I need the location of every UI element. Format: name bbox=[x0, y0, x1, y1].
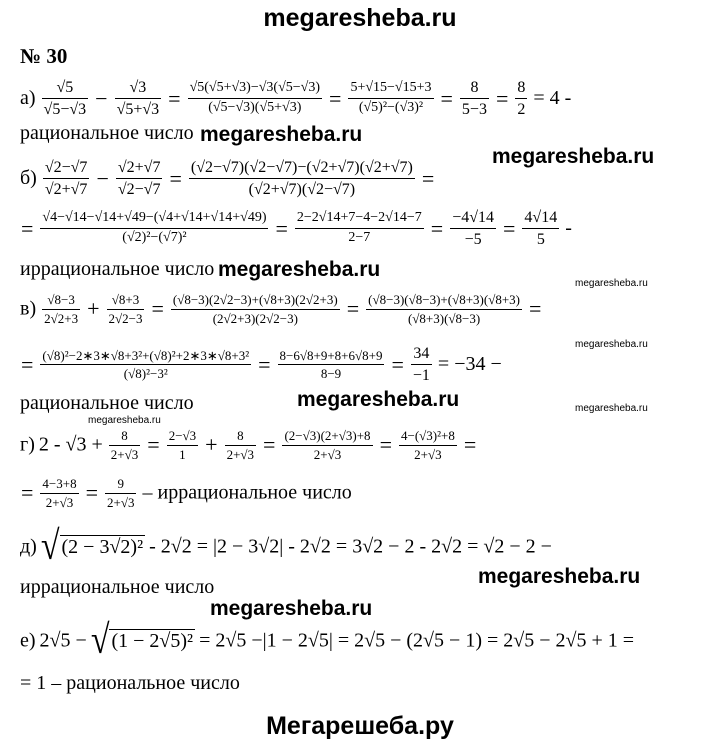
watermark: megaresheba.ru bbox=[492, 145, 655, 168]
site-header: megaresheba.ru bbox=[263, 4, 457, 32]
watermark: megaresheba.ru bbox=[297, 388, 460, 411]
fraction: $\frac{√8+3}{2√2-3}$ bbox=[108, 292, 143, 326]
conclusion: рациональное число bbox=[20, 122, 194, 144]
fraction: $\frac{(√2-√7)(√2-√7)-(√2+√7)(√2+√7)}{(√2+√7)(√2-√7)}$ bbox=[190, 159, 413, 199]
watermark: megaresheba.ru bbox=[210, 597, 373, 620]
part-b-line1: б) $\frac{√2-√7}{√2+√7}$ − $\frac{√2+√7}{√2-√7}$ = $\frac{(√2-√7)(√2-√7)-(√2+√7)(√2+√7)}{(√2+√7)(√2-√7)}$ = bbox=[20, 159, 435, 199]
conclusion: = 1 – рациональное число bbox=[20, 672, 240, 694]
fraction: $\frac{2-√3}{1}$ bbox=[168, 428, 197, 462]
part-label: д) bbox=[20, 535, 37, 558]
part-g-line1: г) 2 - √3 + $\frac{8}{2+√3}$ = $\frac{2-√3}{1}$ + $\frac{8}{2+√3}$ = $\frac{(2-√3)(2+√3)+8}{2+√3}$ = $\frac{\text{4−(√3)²+8}}{2+√3}$ = bbox=[20, 428, 477, 462]
fraction: $\frac{8}{2}$ bbox=[517, 79, 526, 119]
part-label: а) bbox=[20, 87, 36, 110]
fraction: $\frac{(√8-3)(√8-3)+(√8+3)(√8+3)}{(√8+3)(√8-3)}$ bbox=[368, 292, 520, 326]
fraction: $\frac{\text{4−(√3)²+8}}{2+√3}$ bbox=[400, 428, 455, 462]
fraction: $\frac{2-2√14+7-4-2√14-7}{2-7}$ bbox=[296, 210, 422, 246]
watermark: megaresheba.ru bbox=[478, 565, 641, 588]
part-v-line1: в) $\frac{√8-3}{2√2+3}$ + $\frac{√8+3}{2√2-3}$ = $\frac{(√8-3)(2√2-3)+(√8+3)(2√2+3)}{(2√2+3)(2√2-3)}$ = $\frac{(√8-3)(√8-3)+(√8+3)(√8+3)}{(√8+3)(√8-3)}$ = bbox=[20, 292, 542, 326]
watermark: megaresheba.ru bbox=[200, 123, 363, 146]
fraction: $\frac{8}{2+√3}$ bbox=[226, 428, 255, 462]
fraction: $\frac{√2-√7}{√2+√7}$ bbox=[44, 159, 88, 199]
fraction: $\frac{5+√15-√15+3}{\text{(√5)²−(√3)²}}$ bbox=[350, 80, 432, 116]
fraction: $\frac{√5(√5+√3)-√3(√5-√3)}{(√5-√3)(√5+√3)}$ bbox=[189, 80, 321, 116]
watermark: megaresheba.ru bbox=[575, 403, 648, 414]
part-g-line2: = $\frac{4-3+8}{2+√3}$ = $\frac{9}{2+√3}$ – иррациональное число bbox=[21, 476, 352, 510]
conclusion: – иррациональное число bbox=[142, 481, 352, 504]
fraction: $\frac{√5}{√5-√3}$ bbox=[43, 79, 87, 119]
watermark: megaresheba.ru bbox=[218, 258, 381, 281]
conclusion: иррациональное число bbox=[20, 258, 215, 280]
fraction: $\frac{√8-3}{2√2+3}$ bbox=[44, 292, 79, 326]
fraction: $\frac{(2-√3)(2+√3)+8}{2+√3}$ bbox=[284, 428, 371, 462]
problem-number: № 30 bbox=[20, 44, 68, 68]
watermark: megaresheba.ru bbox=[88, 415, 161, 426]
conclusion: иррациональное число bbox=[20, 576, 215, 598]
part-v-line2: = $\frac{\text{(√8)²−2∗3∗√8+3²+(√8)²+2∗3∗√8+3²}}{\text{(√8)²−3²}}$ = $\frac{8-6√8+9+8+6√8+9}{8-9}$ = $\frac{34}{-1}$ = −34 − bbox=[21, 345, 502, 385]
conclusion: рациональное число bbox=[20, 392, 194, 414]
fraction: $\frac{8}{5-3}$ bbox=[461, 79, 487, 119]
part-label: е) bbox=[20, 629, 36, 652]
fraction: $\frac{9}{2+√3}$ bbox=[107, 476, 135, 510]
watermark: megaresheba.ru bbox=[575, 278, 648, 289]
fraction: $\frac{√4-√14-√14+√49-(√4+√14+√14+√49)}{\text{(√2)²−(√7)²}}$ bbox=[42, 210, 267, 246]
fraction: $\frac{34}{-1}$ bbox=[412, 345, 430, 385]
part-label: б) bbox=[20, 167, 37, 190]
fraction: $\frac{4√14}{5}$ bbox=[524, 209, 558, 249]
part-label: в) bbox=[20, 297, 37, 320]
part-b-line2: = $\frac{√4-√14-√14+√49-(√4+√14+√14+√49)}{\text{(√2)²−(√7)²}}$ = $\frac{2-2√14+7-4-2√14-7}{2-7}$ = $\frac{-4√14}{-5}$ = $\frac{4√14}{5}$ - bbox=[21, 209, 572, 249]
part-d-line1: д) √ (2 − 3√2)² - 2√2 = |2 − 3√2| - 2√2 = 3√2 − 2 - 2√2 = √2 − 2 − bbox=[20, 524, 552, 569]
part-label: г) bbox=[20, 433, 35, 456]
part-a-line1: а) $\frac{√5}{√5-√3}$ − $\frac{√3}{√5+√3}$ = $\frac{√5(√5+√3)-√3(√5-√3)}{(√5-√3)(√5+√3)}$ = $\frac{5+√15-√15+3}{\text{(√5)²−(√3)²}}$ = $\frac{8}{5-3}$ = $\frac{8}{2}$ = 4 - bbox=[20, 79, 572, 119]
fraction: $\frac{8}{2+√3}$ bbox=[110, 428, 139, 462]
fraction: $\frac{\text{(√8)²−2∗3∗√8+3²+(√8)²+2∗3∗√8+3²}}{\text{(√8)²−3²}}$ bbox=[42, 347, 250, 382]
watermark: megaresheba.ru bbox=[575, 339, 648, 350]
part-e-line1: е) 2√5 − √ (1 − 2√5)² = 2√5 −|1 − 2√5| = 2√5 − (2√5 − 1) = 2√5 − 2√5 + 1 = bbox=[20, 618, 635, 663]
fraction: $\frac{4-3+8}{2+√3}$ bbox=[42, 476, 77, 510]
fraction: $\frac{8-6√8+9+8+6√8+9}{8-9}$ bbox=[279, 347, 383, 382]
fraction: $\frac{√2+√7}{√2-√7}$ bbox=[117, 159, 161, 199]
fraction: $\frac{-4√14}{-5}$ bbox=[452, 209, 494, 249]
site-footer: Мегарешеба.ру bbox=[266, 712, 454, 740]
fraction: $\frac{(√8-3)(2√2-3)+(√8+3)(2√2+3)}{(2√2+3)(2√2-3)}$ bbox=[172, 292, 338, 326]
fraction: $\frac{√3}{√5+√3}$ bbox=[116, 79, 160, 119]
